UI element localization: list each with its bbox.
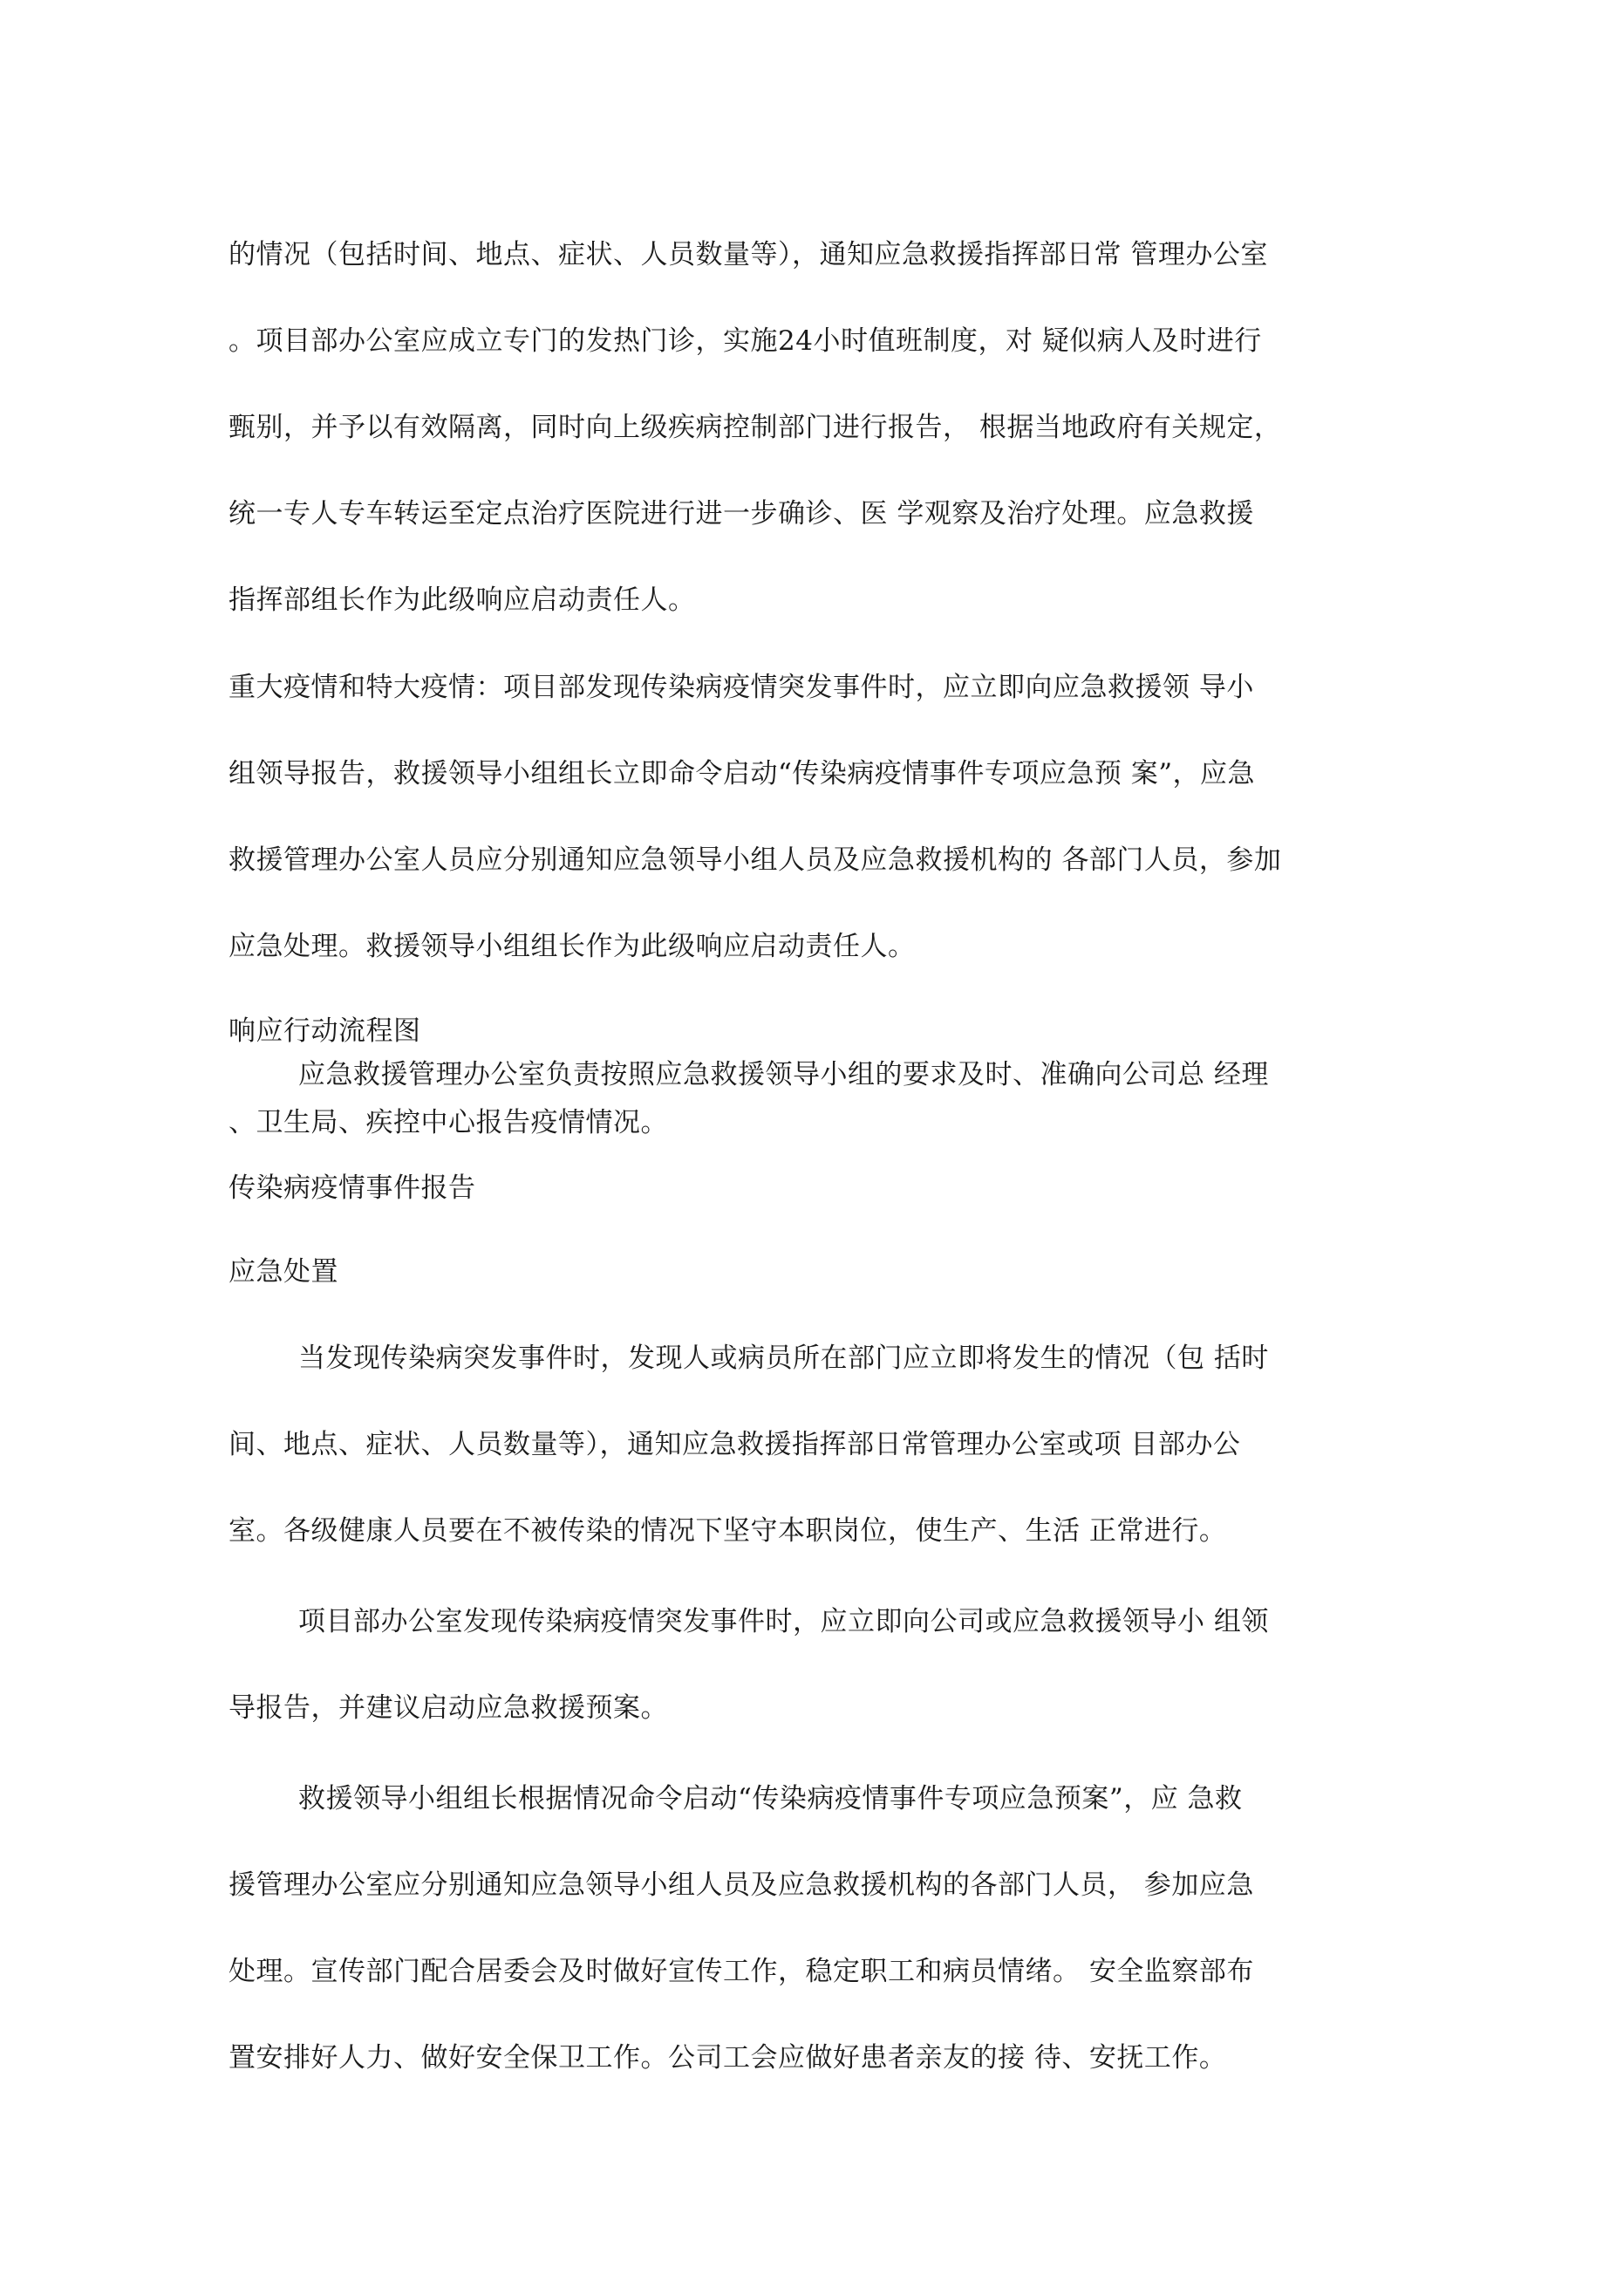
- text-line: 应急处理。救援领导小组组长作为此级响应启动责任人。: [228, 931, 916, 962]
- text-line: 、卫生局、疾控中心报告疫情情况。: [228, 1107, 668, 1138]
- paragraph-leader-command: [228, 1756, 1397, 2101]
- text-line: 处理。宣传部门配合居委会及时做好宣传工作，稳定职工和病员情绪。 安全监察部布: [228, 1956, 1254, 1987]
- text-line: 项目部办公室发现传染病疫情突发事件时，应立即向公司或应急救援领导小 组领: [298, 1606, 1269, 1637]
- text-line: 当发现传染病突发事件时，发现人或病员所在部门应立即将发生的情况（包 括时: [298, 1343, 1269, 1374]
- text-line: 的情况（包括时间、地点、症状、人员数量等），通知应急救援指挥部日常 管理办公室: [228, 239, 1268, 270]
- text-line: 重大疫情和特大疫情：项目部发现传染病疫情突发事件时，应立即向应急救援领 导小: [228, 672, 1254, 703]
- text-line: 指挥部组长作为此级响应启动责任人。: [228, 584, 696, 616]
- paragraph-discovery: [228, 1315, 1397, 1575]
- text-line: 间、地点、症状、人员数量等），通知应急救援指挥部日常管理办公室或项 目部办公: [228, 1429, 1241, 1460]
- text-line: 置安排好人力、做好安全保卫工作。公司工会应做好患者亲友的接 待、安抚工作。: [228, 2042, 1227, 2074]
- text-line: 甄别，并予以有效隔离，同时向上级疾病控制部门进行报告， 根据当地政府有关规定，: [228, 412, 1282, 443]
- paragraph-office-report: [228, 1579, 1397, 1752]
- text-line: 救援管理办公室人员应分别通知应急领导小组人员及应急救援机构的 各部门人员，参加: [228, 844, 1282, 876]
- paragraph-response-general: [228, 212, 1397, 644]
- text-line: 统一专人专车转运至定点治疗医院进行进一步确诊、医 学观察及治疗处理。应急救援: [228, 498, 1254, 530]
- heading-epidemic-report: 传染病疫情事件报告: [228, 1172, 476, 1204]
- paragraph-reporting-duty: [228, 1051, 1397, 1147]
- text-line: 导报告，并建议启动应急救援预案。: [228, 1692, 668, 1724]
- paragraph-major-epidemic: [228, 645, 1397, 990]
- heading-emergency-disposal: 应急处置: [228, 1256, 338, 1288]
- text-line: 救援领导小组组长根据情况命令启动“传染病疫情事件专项应急预案”，应 急救: [298, 1783, 1243, 1814]
- text-line: 组领导报告，救援领导小组组长立即命令启动“传染病疫情事件专项应急预 案”，应急: [228, 758, 1256, 789]
- text-line: 援管理办公室应分别通知应急领导小组人员及应急救援机构的各部门人员， 参加应急: [228, 1869, 1254, 1901]
- text-line: 应急救援管理办公室负责按照应急救援领导小组的要求及时、准确向公司总 经理: [298, 1059, 1269, 1090]
- text-line: 室。各级健康人员要在不被传染的情况下坚守本职岗位，使生产、生活 正常进行。: [228, 1515, 1227, 1547]
- text-line: 。项目部办公室应成立专门的发热门诊，实施24小时值班制度，对 疑似病人及时进行: [228, 325, 1262, 357]
- heading-response-flowchart: 响应行动流程图: [228, 1015, 421, 1047]
